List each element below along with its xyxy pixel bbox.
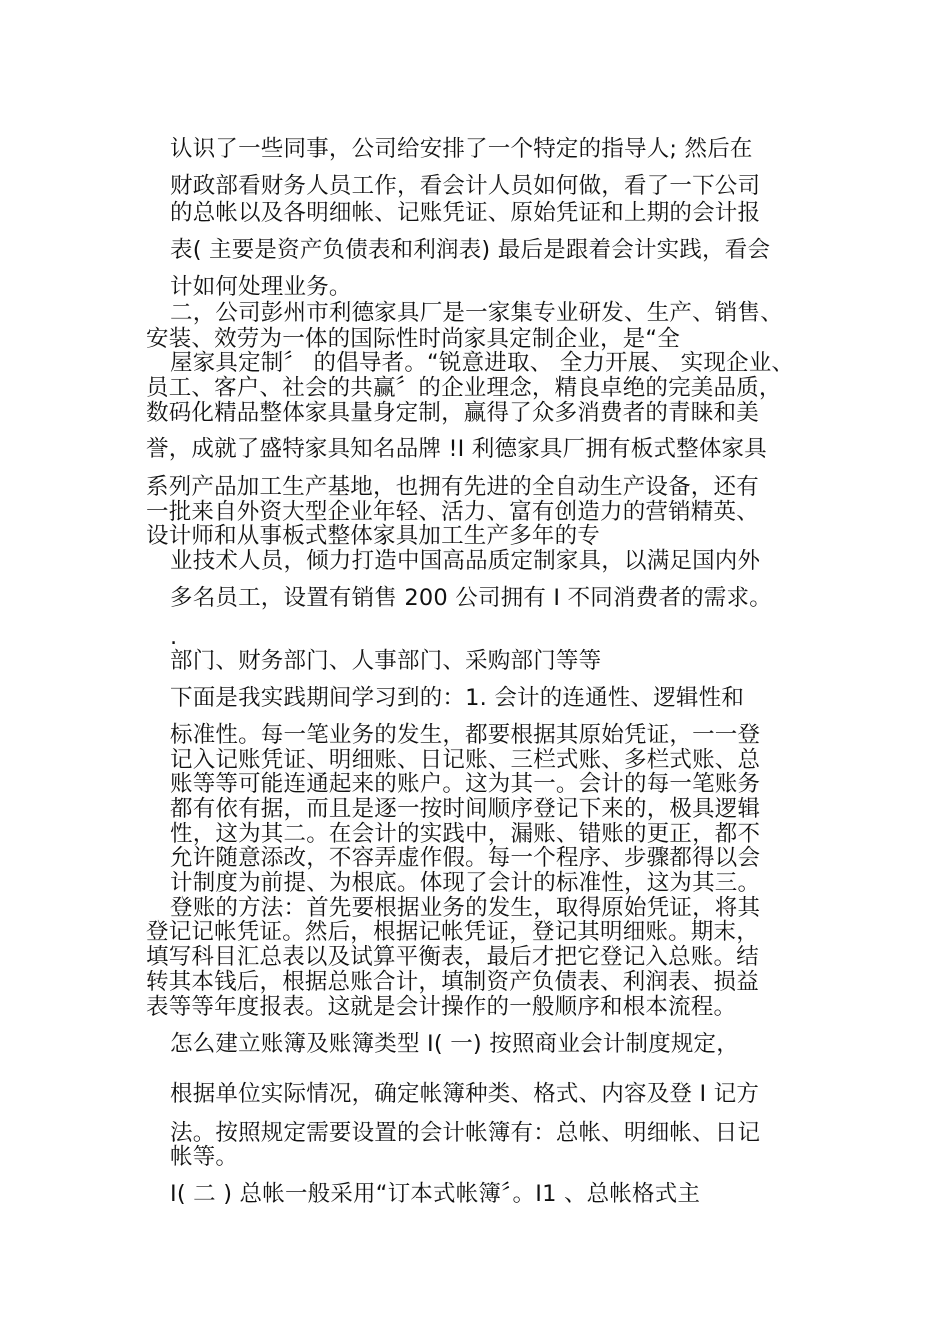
text-line: 转其本钱后，根据总账合计，填制资产负债表、利润表、损益 <box>146 969 759 995</box>
text-line: 屋家具定制〞 的倡导者。“锐意进取、 全力开展、 实现企业、 <box>170 350 795 376</box>
text-line: 标准性。每一笔业务的发生，都要根据其原始凭证，一一登 <box>170 722 761 748</box>
text-line: 表( 主要是资产负债表和利润表) 最后是跟着会计实践，看会 <box>170 237 771 263</box>
text-line: 誉，成就了盛特家具知名品牌 !I 利德家具厂拥有板式整体家具 <box>146 436 767 462</box>
text-line: 表等等年度报表。这就是会计操作的一般顺序和根本流程。 <box>146 994 737 1020</box>
text-line: 帐等。 <box>170 1144 239 1170</box>
text-line: 财政部看财务人员工作，看会计人员如何做，看了一下公司 <box>170 173 761 199</box>
text-line: 业技术人员，倾力打造中国高品质定制家具，以满足国内外 <box>170 548 761 574</box>
text-line: 员工、客户、社会的共赢〞的企业理念，精良卓绝的完美品质， <box>146 375 782 401</box>
text-line: 系列产品加工生产基地，也拥有先进的全自动生产设备，还有 <box>146 474 759 500</box>
text-line: 部门、财务部门、人事部门、采购部门等等 <box>170 648 602 674</box>
text-line: 登记记帐凭证。然后，根据记帐凭证，登记其明细账。期末， <box>146 919 759 945</box>
text-line: 记入记账凭证、明细账、日记账、三栏式账、多栏式账、总 <box>170 747 761 773</box>
text-line: 填写科目汇总表以及试算平衡表，最后才把它登记入总账。结 <box>146 944 759 970</box>
text-line: I( 二 ) 总帐一般采用“订本式帐簿〞。I1 、总帐格式主 <box>170 1181 701 1207</box>
text-line: 设计师和从事板式整体家具加工生产多年的专 <box>146 523 601 549</box>
text-line: 的总帐以及各明细帐、记账凭证、原始凭证和上期的会计报 <box>170 200 761 226</box>
text-line: 怎么建立账簿及账簿类型 I( 一) 按照商业会计制度规定， <box>170 1031 739 1057</box>
text-line: 法。按照规定需要设置的会计帐簿有：总帐、明细帐、日记 <box>170 1120 761 1146</box>
text-line: 计制度为前提、为根底。体现了会计的标准性，这为其三。 <box>170 870 761 896</box>
text-line: 二，公司彭州市利德家具厂是一家集专业研发、生产、销售、 <box>170 300 783 326</box>
text-line: 认识了一些同事，公司给安排了一个特定的指导人; 然后在 <box>170 136 753 162</box>
text-line: 允许随意添改，不容弄虚作假。每一个程序、步骤都得以会 <box>170 845 761 871</box>
text-line: 多名员工，设置有销售 200 公司拥有 I 不同消费者的需求。 <box>170 585 772 611</box>
text-line: 都有依有据，而且是逐一按时间顺序登记下来的，极具逻辑 <box>170 796 761 822</box>
text-line: 一批来自外资大型企业年轻、活力、富有创造力的营销精英、 <box>146 499 759 525</box>
text-line: 计如何处理业务。 <box>170 274 352 300</box>
text-line: 账等等可能连通起来的账户。这为其一。会计的每一笔账务 <box>170 771 761 797</box>
text-line: 下面是我实践期间学习到的：1. 会计的连通性、逻辑性和 <box>170 685 745 711</box>
text-line: 安装、效劳为一体的国际性时尚家具定制企业，是“全 <box>146 326 680 352</box>
text-line: . <box>170 624 178 650</box>
text-line: 根据单位实际情况，确定帐簿种类、格式、内容及登 I 记方 <box>170 1081 760 1107</box>
text-line: 数码化精品整体家具量身定制，赢得了众多消费者的青睐和美 <box>146 400 759 426</box>
text-line: 登账的方法：首先要根据业务的发生，取得原始凭证，将其 <box>170 895 761 921</box>
text-line: 性，这为其二。在会计的实践中，漏账、错账的更正，都不 <box>170 821 761 847</box>
